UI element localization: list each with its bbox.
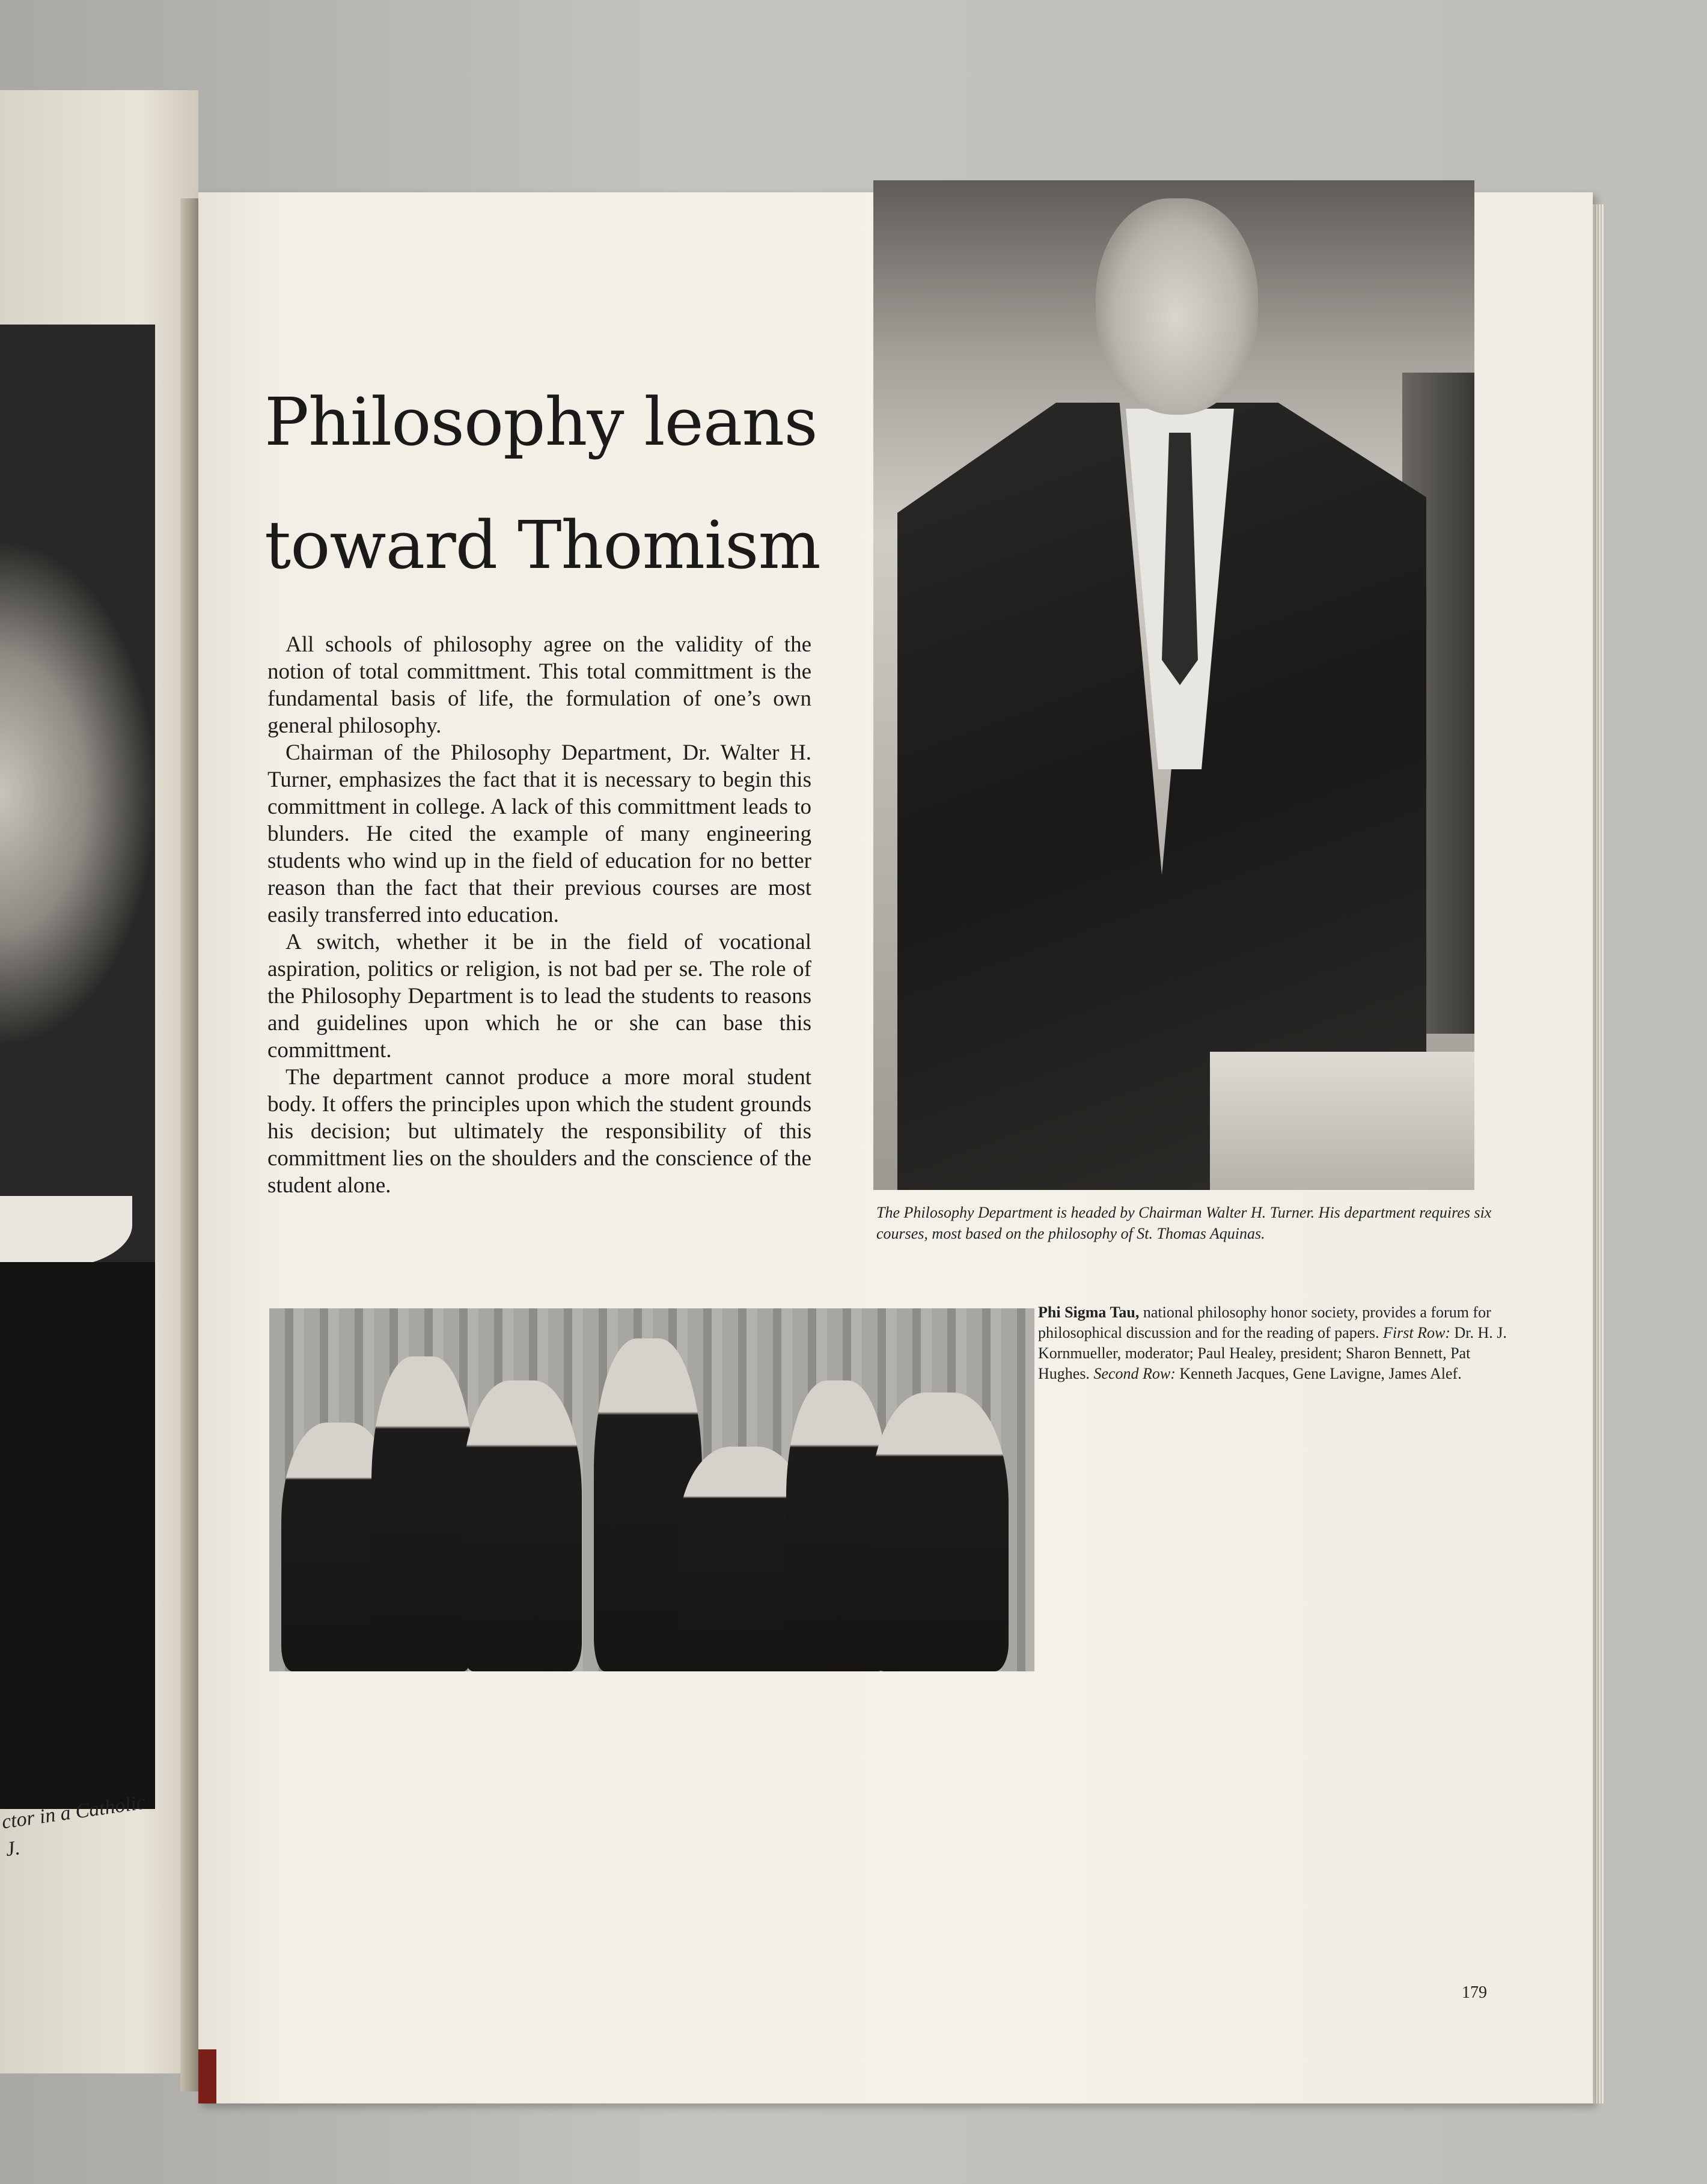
clerical-collar (0, 1196, 132, 1268)
left-page (0, 90, 198, 2073)
group-person (462, 1380, 582, 1671)
article-paragraph: The department cannot produce a more moral student body. It offers the principles upon which the student grounds his decision; but ultimately the responsibility of this committment lies on the shoulders and the conscience of the student alone. (267, 1065, 811, 1198)
book-cover-edge (198, 2049, 216, 2103)
caption-first-row-label: First Row: (1383, 1324, 1450, 1341)
priest-portrait-photo (0, 325, 155, 1809)
group-person (371, 1356, 474, 1671)
chairman-photo-caption: The Philosophy Department is headed by Chairman Walter H. Turner. His department requires six courses, most based on the philosophy of St. Thomas Aquinas. (876, 1204, 1492, 1242)
left-caption-line-2: J. (4, 1837, 22, 1861)
chairman-portrait-photo (873, 180, 1474, 1190)
page-number: 179 (1462, 1983, 1487, 2002)
caption-society-name: Phi Sigma Tau, (1038, 1304, 1140, 1321)
caption-first-row-names: Dr. H. J. Kornmueller, moderator; Paul Healey, president; Sharon Bennett, Pat Hughes. (1038, 1324, 1507, 1382)
left-caption-line-1: ctor in a Catholic (0, 1791, 147, 1834)
group-person (870, 1392, 1009, 1671)
caption-second-row-label: Second Row: (1093, 1365, 1176, 1382)
article-body (267, 631, 811, 1199)
article-headline (264, 361, 866, 607)
photo-head (1096, 198, 1258, 415)
article-paragraph: Chairman of the Philosophy Department, Dr. Walter H. Turner, emphasizes the fact that it is necessary to begin this committment in college. A lack of this committment leads to blunders. He cited the example of many engineering students who wind up in the field of education for no better reason than the fact that their previous courses are most easily transferred into education. (267, 740, 811, 927)
caption-description: national philosophy honor society, provides a forum for philosophical discussion and for the reading of papers. (1038, 1304, 1491, 1341)
group-photo-caption (1038, 1302, 1519, 1384)
article-paragraph: A switch, whether it be in the field of vocational aspiration, politics or religion, is not bad per se. The role of the Philosophy Department is to lead the students to reasons and guidelines upon which he or she can base this committment. (267, 930, 811, 1063)
headline-line-2: toward Thomism (264, 507, 820, 584)
honor-society-group-photo (269, 1308, 1034, 1671)
photo-desk (1210, 1052, 1474, 1190)
caption-second-row-names: Kenneth Jacques, Gene Lavigne, James Alef. (1175, 1365, 1462, 1382)
portrait-suit (0, 1262, 155, 1809)
headline-line-1: Philosophy leans (264, 383, 817, 460)
article-paragraph: All schools of philosophy agree on the validity of the notion of total committment. This total committment is the fundamental basis of life, the formulation of one’s own general philosophy. (267, 632, 811, 738)
